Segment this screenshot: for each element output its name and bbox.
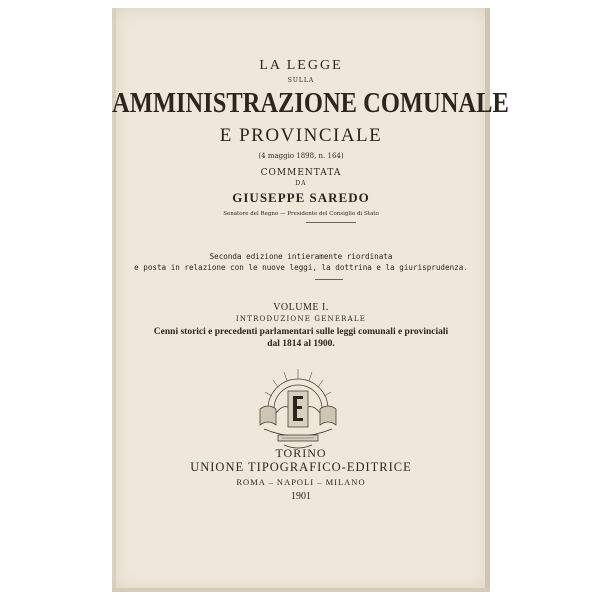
title-line-sulla: SULLA [287, 77, 315, 84]
title-page [112, 8, 509, 592]
volume-description-line-2: dal 1814 al 1900. [267, 339, 335, 349]
author-roles: Senatore del Regno — Presidente del Consiglio di Stato [223, 211, 379, 217]
law-date-reference: (4 maggio 1898, n. 164) [258, 152, 344, 160]
publisher-name: UNIONE TIPOGRAFICO-EDITRICE [190, 460, 412, 474]
author-name: GIUSEPPE SAREDO [232, 190, 370, 205]
page-edge-bottom [112, 588, 490, 592]
imprint-city: TORINO [275, 446, 327, 460]
publisher-branches: ROMA – NAPOLI – MILANO [236, 477, 366, 487]
divider-rule [306, 222, 356, 223]
publication-year: 1901 [291, 491, 311, 502]
volume-description-line-1: Cenni storici e precedenti parlamentari sulle leggi comunali e provinciali [153, 327, 449, 337]
divider-rule [315, 279, 343, 280]
volume-subtitle: INTRODUZIONE GENERALE [235, 315, 367, 323]
volume-number: VOLUME I. [273, 302, 329, 313]
edition-note-line-2: e posta in relazione con le nuove leggi, la dottrina e la giurisprudenza. [134, 263, 468, 272]
edition-note-line-1: Seconda edizione intieramente riordinata [209, 252, 393, 261]
publisher-emblem-icon [254, 363, 342, 453]
commentata-label: COMMENTATA [260, 168, 342, 178]
title-line-la-legge: LA LEGGE [259, 58, 343, 73]
main-title-second-line: E PROVINCIALE [219, 125, 383, 146]
da-label: DA [295, 180, 307, 187]
main-title: AMMINISTRAZIONE COMUNALE [112, 87, 509, 119]
